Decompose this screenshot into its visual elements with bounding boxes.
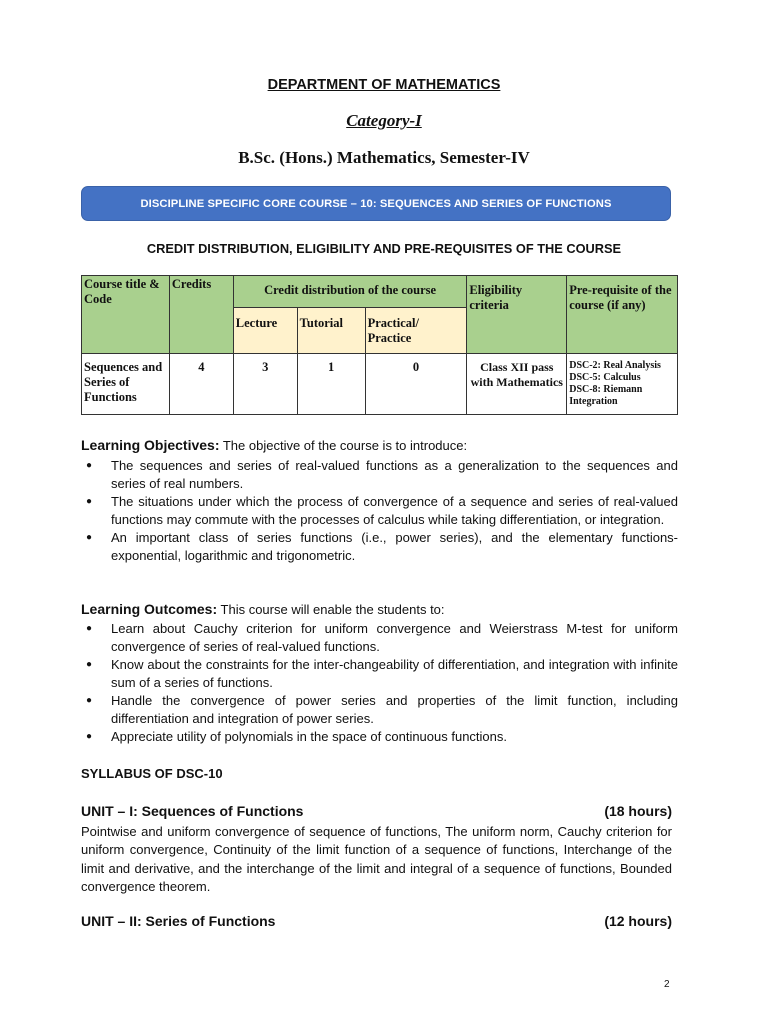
- list-item: ● Handle the convergence of power series and properties of the limit function, including differentiation and integration of power series.: [81, 692, 678, 728]
- page-number: 2: [664, 979, 670, 990]
- learning-outcomes-heading: Learning Outcomes: This course will enable the students to:: [81, 601, 445, 617]
- header-prerequisite: Pre-requisite of the course (if any): [567, 276, 678, 354]
- list-item: ● Know about the constraints for the inter-changeability of differentiation, and integration with infinite sum of a series of functions.: [81, 656, 678, 692]
- prereq-item: DSC-8: Riemann Integration: [569, 384, 643, 407]
- department-heading: DEPARTMENT OF MATHEMATICS: [267, 77, 501, 93]
- unit-2-title: UNIT – II: Series of Functions: [81, 913, 276, 929]
- header-lecture: Lecture: [233, 308, 297, 354]
- list-item: ● The sequences and series of real-valued functions as a generalization to the sequences and series of real numbers.: [81, 457, 678, 493]
- prereq-item: DSC-5: Calculus: [569, 372, 641, 383]
- list-item: ● Appreciate utility of polynomials in the space of continuous functions.: [81, 728, 678, 746]
- cell-prerequisite: [567, 354, 678, 415]
- header-credits: Credits: [169, 276, 233, 354]
- cell-tutorial: 1: [297, 354, 365, 415]
- cell-course-name: Sequences and Series of Functions: [82, 354, 170, 415]
- list-item: ● An important class of series functions (i.e., power series), and the elementary functions-exponential, logarithmic and trigonometric.: [81, 529, 678, 565]
- learning-objectives-heading: Learning Objectives: The objective of the course is to introduce:: [81, 437, 468, 453]
- header-eligibility: Eligibility criteria: [467, 276, 567, 354]
- header-practical: Practical/ Practice: [365, 308, 467, 354]
- unit-1-description: Pointwise and uniform convergence of sequence of functions, The uniform norm, Cauchy criterion for uniform convergence, Continuity of the limit function of a sequence of functions, Interchange of the limit and derivative, and the interchange of the limit and integral of a sequence of functions, Bounded convergence theorem.: [81, 824, 672, 894]
- unit-1-hours: (18 hours): [604, 803, 672, 819]
- unit-1-heading: [81, 803, 672, 819]
- cell-eligibility: Class XII pass with Mathematics: [467, 354, 567, 415]
- syllabus-heading: SYLLABUS OF DSC-10: [81, 766, 223, 781]
- course-banner: DISCIPLINE SPECIFIC CORE COURSE – 10: SEQUENCES AND SERIES OF FUNCTIONS: [81, 186, 671, 221]
- list-item: ● The situations under which the process of convergence of a sequence and series of real-valued functions may commute with the processes of calculus while taking differentiation, or integration.: [81, 493, 678, 529]
- objectives-list: [81, 457, 678, 565]
- header-tutorial: Tutorial: [297, 308, 365, 354]
- outcomes-list: [81, 620, 678, 746]
- category-heading: Category-I: [346, 111, 422, 130]
- prereq-item: DSC-2: Real Analysis: [569, 360, 661, 371]
- cell-practical: 0: [365, 354, 467, 415]
- course-credit-table: [81, 275, 678, 415]
- list-item: ● Learn about Cauchy criterion for uniform convergence and Weierstrass M-test for uniform convergence of series of real-valued functions.: [81, 620, 678, 656]
- unit-2-hours: (12 hours): [604, 913, 672, 929]
- program-heading: B.Sc. (Hons.) Mathematics, Semester-IV: [238, 148, 530, 167]
- credit-distribution-heading: CREDIT DISTRIBUTION, ELIGIBILITY AND PRE-REQUISITES OF THE COURSE: [146, 241, 622, 256]
- unit-2-heading: [81, 913, 672, 929]
- header-course-title: Course title & Code: [82, 276, 170, 354]
- cell-credits: 4: [169, 354, 233, 415]
- unit-1-title: UNIT – I: Sequences of Functions: [81, 803, 304, 819]
- cell-lecture: 3: [233, 354, 297, 415]
- header-credit-distribution: Credit distribution of the course: [233, 276, 467, 308]
